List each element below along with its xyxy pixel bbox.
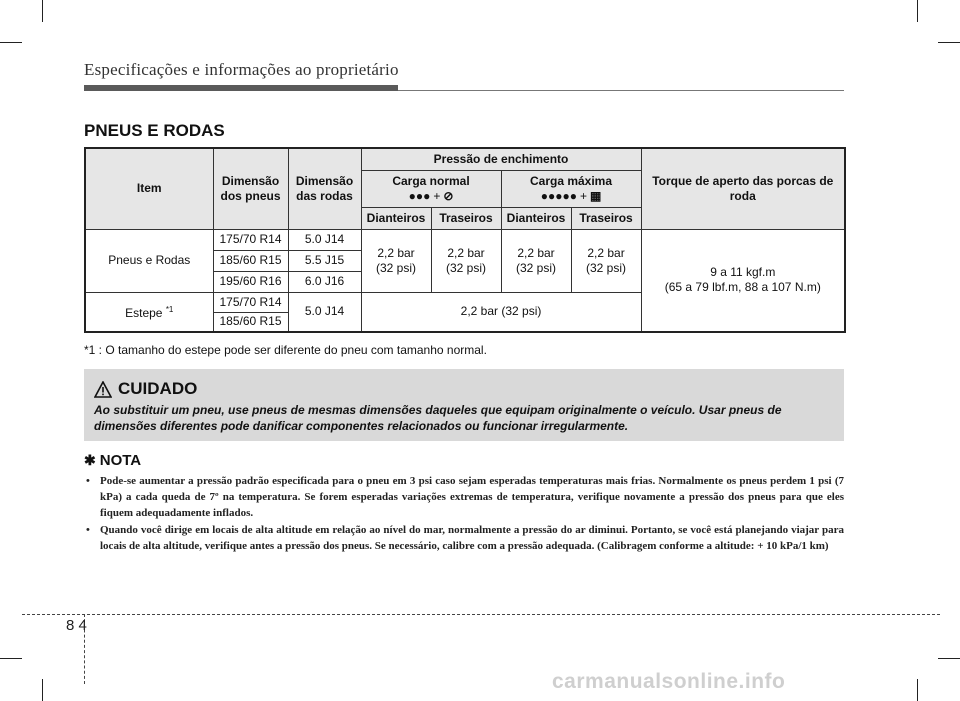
crop-mark — [938, 658, 960, 659]
page-number: 8 4 — [66, 617, 87, 634]
torque-detail: (65 a 79 lbf.m, 88 a 107 N.m) — [664, 280, 821, 295]
tire-size-cell: 185/60 R15 — [213, 312, 288, 332]
pressure-psi: (32 psi) — [375, 260, 416, 275]
spare-pressure-cell: 2,2 bar (32 psi) — [361, 292, 641, 332]
crop-mark — [42, 679, 43, 701]
col-header-front: Dianteiros — [501, 207, 571, 229]
header-bar — [84, 85, 398, 91]
tire-size-cell: 195/60 R16 — [213, 271, 288, 292]
crop-mark — [917, 679, 918, 701]
torque-cell — [641, 229, 845, 332]
tire-size-cell: 175/70 R14 — [213, 229, 288, 250]
star-icon: ✱ — [84, 452, 96, 468]
tire-wheel-spec-table — [84, 147, 846, 333]
pressure-bar: 2,2 bar — [377, 245, 415, 260]
col-header-front: Dianteiros — [361, 207, 431, 229]
pressure-psi: (32 psi) — [515, 260, 556, 275]
pressure-psi: (32 psi) — [586, 260, 627, 275]
crop-mark — [42, 0, 43, 22]
pressure-bar: 2,2 bar — [517, 245, 555, 260]
pressure-max-rear — [571, 229, 641, 292]
note-title: NOTA — [99, 452, 142, 469]
torque-value: 9 a 11 kgf.m — [710, 265, 776, 280]
five-persons-plus-luggage-icon: ●●●●● + ▦ — [540, 189, 602, 203]
crop-mark — [917, 0, 918, 22]
wheel-size-cell: 6.0 J16 — [288, 271, 361, 292]
footer-dashed-rule — [22, 614, 940, 615]
crop-mark — [0, 658, 22, 659]
note-header — [84, 452, 141, 469]
section-title: PNEUS E RODAS — [84, 121, 225, 140]
caution-title: CUIDADO — [118, 379, 198, 398]
note-list — [84, 473, 844, 555]
col-header-max-load — [501, 170, 641, 207]
caution-header — [94, 379, 197, 399]
pressure-bar: 2,2 bar — [587, 245, 625, 260]
col-header-normal-load — [361, 170, 501, 207]
table-footnote: *1 : O tamanho do estepe pode ser diferente do pneu com tamanho normal. — [84, 343, 487, 357]
warning-triangle-icon — [94, 381, 112, 398]
wheel-size-cell: 5.0 J14 — [288, 229, 361, 250]
col-header-wheel-size: Dimensão das rodas — [288, 148, 361, 229]
caution-box — [84, 369, 844, 441]
col-header-pressure: Pressão de enchimento — [361, 148, 641, 170]
spare-label: Estepe — [125, 306, 163, 321]
row-label-main: Pneus e Rodas — [85, 229, 213, 292]
col-header-item: Item — [85, 148, 213, 229]
col-header-rear: Traseiros — [431, 207, 501, 229]
watermark: carmanualsonline.info — [552, 670, 786, 693]
pressure-max-front — [501, 229, 571, 292]
crop-mark — [938, 42, 960, 43]
col-header-tire-size: Dimensão dos pneus — [213, 148, 288, 229]
pressure-bar: 2,2 bar — [447, 245, 485, 260]
note-item: • Pode-se aumentar a pressão padrão especificada para o pneu em 3 psi caso sejam esperadas temperaturas mais frias. Normalmente os pneus perdem 1 psi (7 kPa) a cada queda de 7º na temperatura. Se forem esperadas variações extremas de temperatura, verifique novamente a pressão dos pneus para que eles fiquem adequadamente inflados. — [84, 473, 844, 521]
tire-size-cell: 175/70 R14 — [213, 292, 288, 312]
pressure-normal-front — [361, 229, 431, 292]
note-item: • Quando você dirige em locais de alta altitude em relação ao nível do mar, normalmente a pressão do ar diminui. Portanto, se você está planejando viajar para locais de alta altitude, verifique antes a pressão dos pneus. Se necessário, calibre com a pressão adequada. (Calibragem conforme a altitude: + 10 kPa/1 km) — [84, 522, 844, 554]
normal-load-label: Carga normal — [392, 174, 470, 188]
page-header-title: Especificações e informações ao proprietário — [84, 60, 399, 79]
pressure-normal-rear — [431, 229, 501, 292]
footnote-marker: *1 — [165, 305, 174, 315]
col-header-rear: Traseiros — [571, 207, 641, 229]
caution-text: Ao substituir um pneu, use pneus de mesmas dimensões daqueles que equipam originalmente o veículo. Usar pneus de dimensões diferentes pode danificar componentes relacionados ou funcionar irregularmente. — [94, 403, 782, 433]
header-rule — [398, 90, 844, 91]
pressure-psi: (32 psi) — [445, 260, 486, 275]
max-load-label: Carga máxima — [529, 174, 613, 188]
tire-size-cell: 185/60 R15 — [213, 250, 288, 271]
col-header-torque: Torque de aperto das porcas de roda — [641, 148, 845, 229]
three-persons-plus-luggage-icon: ●●● + ⊘ — [408, 189, 454, 203]
wheel-size-cell: 5.5 J15 — [288, 250, 361, 271]
row-label-spare — [85, 292, 213, 332]
crop-mark — [0, 42, 22, 43]
spare-wheel-size-cell: 5.0 J14 — [288, 292, 361, 332]
